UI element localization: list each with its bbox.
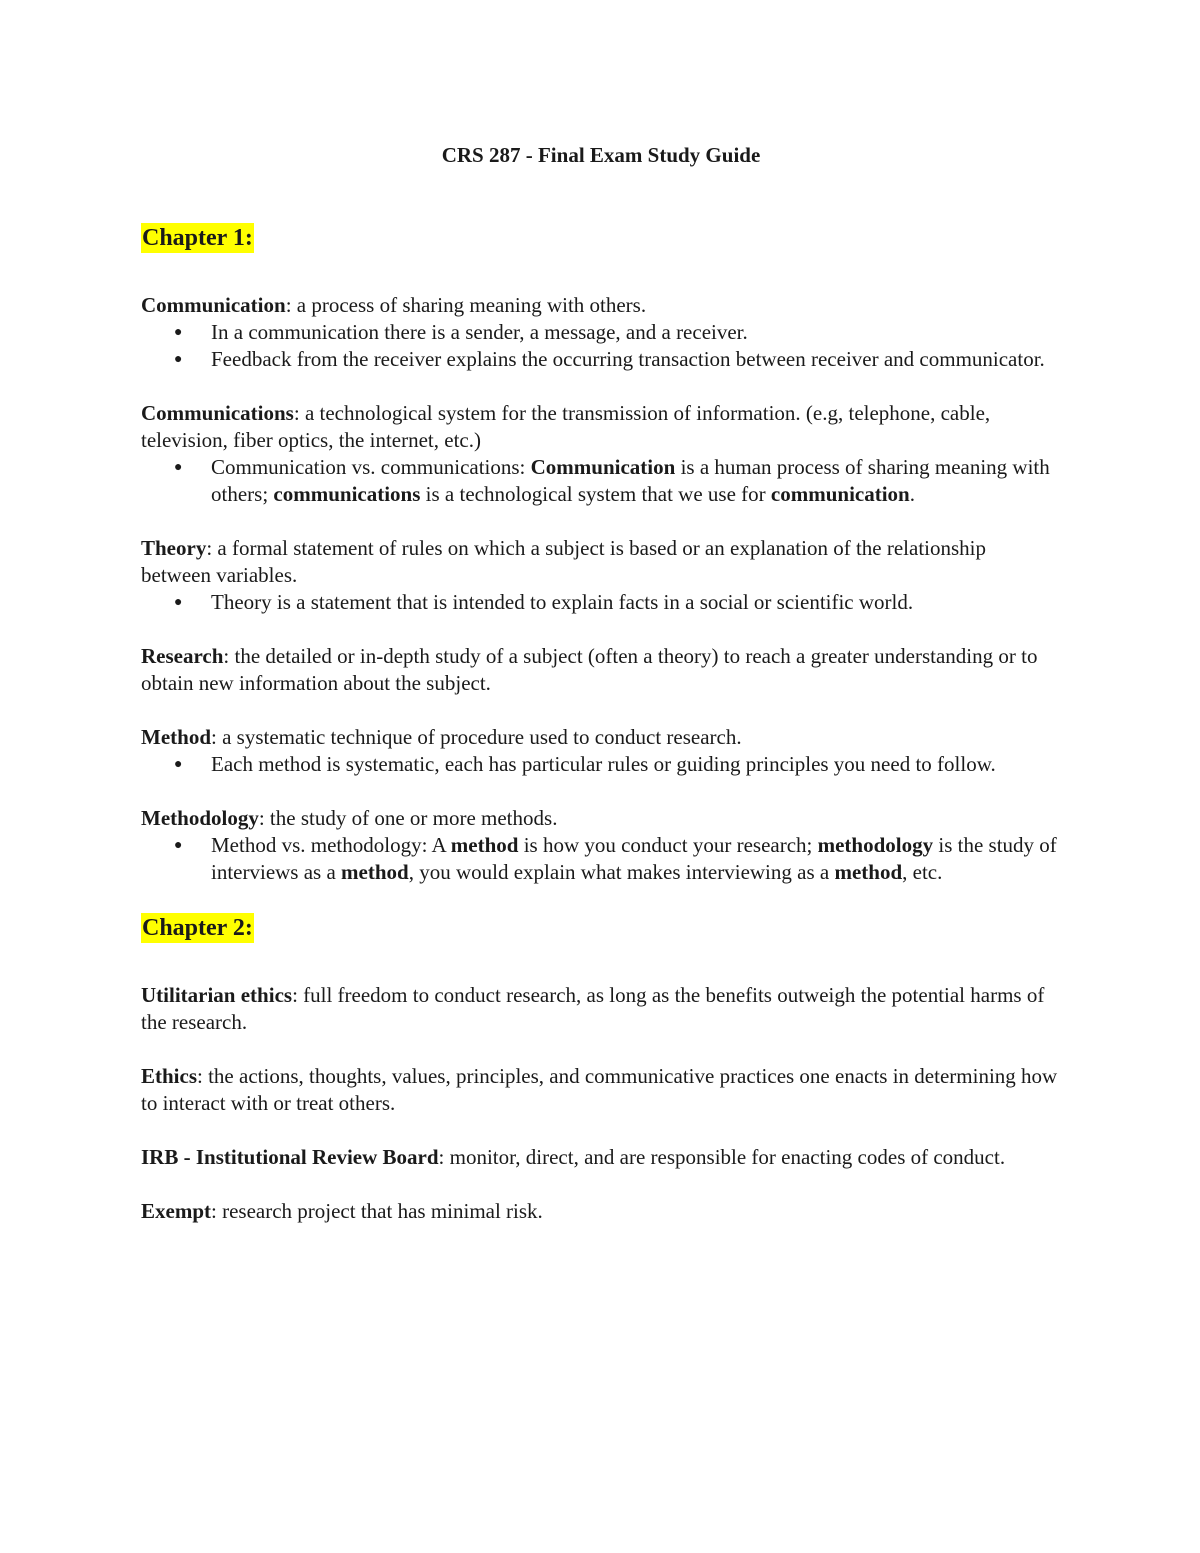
bullet-text: . (909, 482, 915, 506)
term-utilitarian-ethics (141, 982, 1061, 1036)
term-research-line (141, 643, 1061, 697)
term-ethics-line (141, 1063, 1061, 1117)
term-communications-label: Communications (141, 401, 294, 425)
bullet-bold-text: method (450, 833, 519, 857)
term-communications-line (141, 400, 1061, 454)
term-communications (141, 400, 1061, 508)
method-bullets (141, 751, 1061, 778)
term-utilitarian-label: Utilitarian ethics (141, 983, 293, 1007)
list-item (174, 832, 1061, 886)
methodology-bullets (141, 832, 1061, 886)
term-irb-definition: : monitor, direct, and are responsible for enacting codes of conduct. (438, 1145, 1006, 1169)
term-ethics-label: Ethics (141, 1064, 198, 1088)
term-methodology-definition: : the study of one or more methods. (258, 806, 558, 830)
bullet-bold-text: method (341, 860, 409, 884)
term-method (141, 724, 1061, 778)
bullet-bold-text: Communication (530, 455, 676, 479)
bullet-bold-text: methodology (817, 833, 934, 857)
term-exempt-label: Exempt (141, 1199, 211, 1223)
term-methodology-label: Methodology (141, 806, 259, 830)
chapter-1-heading: Chapter 1: (142, 225, 253, 251)
bullet-text: is how you conduct your research; (518, 833, 818, 857)
term-irb-line (141, 1144, 1061, 1171)
bullet-bold-text: communication (770, 482, 910, 506)
term-method-line (141, 724, 1061, 751)
term-method-definition: : a systematic technique of procedure used to conduct research. (211, 725, 742, 749)
term-theory-label: Theory (141, 536, 207, 560)
bullet-bold-text: communications (273, 482, 421, 506)
bullet-text: is a technological system that we use for (420, 482, 771, 506)
chapter-2-heading-wrap (141, 913, 1061, 943)
bullet-text: In a communication there is a sender, a message, and a receiver. (211, 320, 748, 344)
bullet-text: , you would explain what makes interviewing as a (408, 860, 835, 884)
term-communication (141, 292, 1061, 373)
term-ethics-definition: : the actions, thoughts, values, principles, and communicative practices one enacts in determining how to interact with or treat others. (141, 1064, 1058, 1115)
bullet-text: Method vs. methodology: A (211, 833, 451, 857)
list-item (174, 751, 1061, 778)
bullet-text: is the study of interviews as a (211, 833, 1057, 884)
bullet-text: Feedback from the receiver explains the occurring transaction between receiver and communicator. (211, 347, 1045, 371)
term-method-label: Method (141, 725, 211, 749)
term-irb-label: IRB - Institutional Review Board (141, 1145, 439, 1169)
theory-bullets (141, 589, 1061, 616)
bullet-text: is a human process of sharing meaning with others; (211, 455, 1050, 506)
bullet-text: Theory is a statement that is intended to explain facts in a social or scientific world. (211, 590, 914, 614)
list-item (174, 454, 1061, 508)
term-communication-definition: : a process of sharing meaning with others. (285, 293, 647, 317)
term-exempt-line (141, 1198, 1061, 1225)
term-methodology-line (141, 805, 1061, 832)
bullet-bold-text: method (834, 860, 903, 884)
term-research-label: Research (141, 644, 224, 668)
bullet-dot-icon: ● (174, 352, 183, 367)
term-exempt (141, 1198, 1061, 1225)
bullet-dot-icon: ● (174, 757, 183, 772)
term-theory (141, 535, 1061, 616)
term-communications-definition: : a technological system for the transmission of information. (e.g, telephone, cable, television, fiber optics, the internet, etc.) (141, 401, 991, 452)
list-item (174, 589, 1061, 616)
term-utilitarian-definition: : full freedom to conduct research, as long as the benefits outweigh the potential harms of the research. (141, 983, 1045, 1034)
chapter-1-heading-wrap (141, 223, 1061, 253)
bullet-dot-icon: ● (174, 460, 183, 475)
term-theory-definition: : a formal statement of rules on which a subject is based or an explanation of the relationship between variables. (141, 536, 987, 587)
term-research-definition: : the detailed or in-depth study of a subject (often a theory) to reach a greater understanding or to obtain new information about the subject. (141, 644, 1038, 695)
bullet-text: , etc. (902, 860, 943, 884)
term-communication-line (141, 292, 1061, 319)
document-page (141, 142, 1061, 1252)
term-methodology (141, 805, 1061, 886)
communication-bullets (141, 319, 1061, 373)
bullet-text: Communication vs. communications: (211, 455, 531, 479)
list-item (174, 319, 1061, 346)
term-communication-label: Communication (141, 293, 286, 317)
document-title: CRS 287 - Final Exam Study Guide (441, 143, 761, 167)
bullet-dot-icon: ● (174, 838, 183, 853)
chapter-2-heading: Chapter 2: (142, 915, 253, 941)
term-utilitarian-line (141, 982, 1061, 1036)
term-exempt-definition: : research project that has minimal risk. (211, 1199, 543, 1223)
term-research (141, 643, 1061, 697)
term-irb (141, 1144, 1061, 1171)
term-theory-line (141, 535, 1061, 589)
communications-bullets (141, 454, 1061, 508)
bullet-text: Each method is systematic, each has particular rules or guiding principles you need to follow. (211, 752, 996, 776)
term-ethics (141, 1063, 1061, 1117)
list-item (174, 346, 1061, 373)
bullet-dot-icon: ● (174, 325, 183, 340)
bullet-dot-icon: ● (174, 595, 183, 610)
